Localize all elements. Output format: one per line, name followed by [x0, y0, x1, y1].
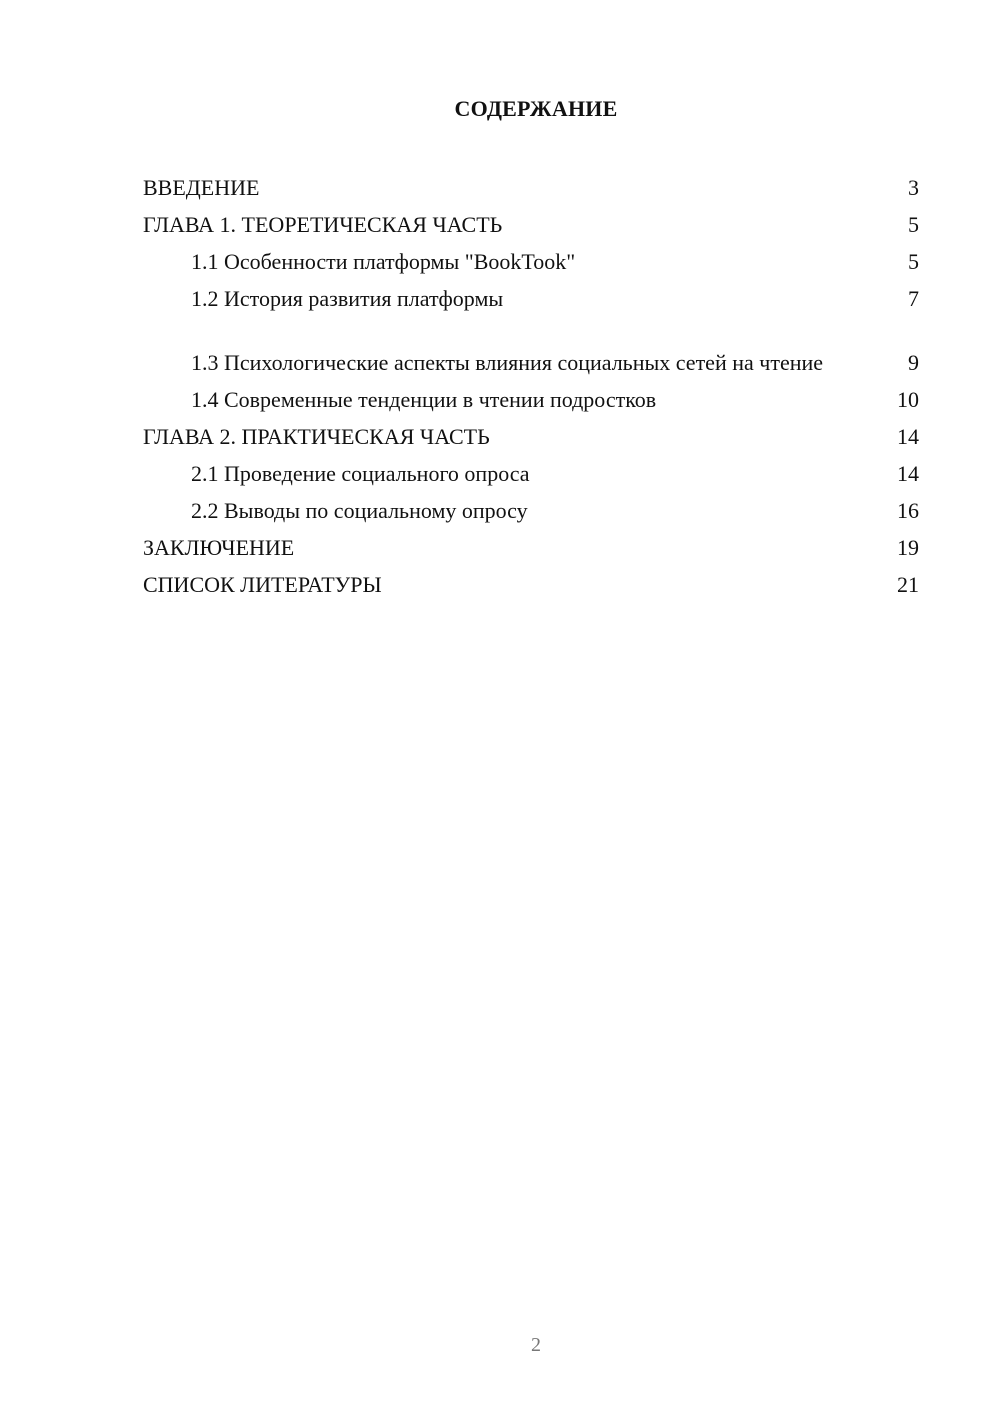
toc-entry-references[interactable]	[143, 565, 919, 602]
toc-entry-section-1-4[interactable]	[143, 380, 919, 417]
toc-entry-label: ГЛАВА 1. ТЕОРЕТИЧЕСКАЯ ЧАСТЬ	[143, 212, 503, 237]
toc-entry-label: 2.2 Выводы по социальному опросу	[191, 498, 528, 523]
toc-entry-page: 10	[897, 387, 919, 412]
toc-entry-introduction[interactable]	[143, 168, 919, 205]
toc-entry-label: 1.1 Особенности платформы "BookTook"	[191, 249, 576, 274]
toc-entry-page: 5	[908, 212, 919, 237]
toc-entry-label: ВВЕДЕНИЕ	[143, 175, 260, 200]
toc-entry-label: ГЛАВА 2. ПРАКТИЧЕСКАЯ ЧАСТЬ	[143, 424, 490, 449]
toc-entry-page: 14	[897, 461, 919, 486]
toc-entry-conclusion[interactable]	[143, 528, 919, 565]
toc-entry-chapter-2[interactable]	[143, 417, 919, 454]
toc-entry-page: 21	[897, 572, 919, 597]
toc-entry-section-2-2[interactable]	[143, 491, 919, 528]
toc-entry-page: 16	[897, 498, 919, 523]
toc-entry-section-1-2[interactable]	[143, 279, 919, 316]
toc-entry-section-2-1[interactable]	[143, 454, 919, 491]
toc-entry-label: 2.1 Проведение социального опроса	[191, 461, 530, 486]
toc-entry-label: СПИСОК ЛИТЕРАТУРЫ	[143, 572, 382, 597]
toc-entry-page: 3	[908, 175, 919, 200]
table-of-contents	[143, 168, 919, 602]
toc-entry-section-1-1[interactable]	[143, 242, 919, 279]
toc-entry-label: 1.4 Современные тенденции в чтении подростков	[191, 387, 657, 412]
toc-title: СОДЕРЖАНИЕ	[454, 96, 618, 121]
toc-entry-chapter-1[interactable]	[143, 205, 919, 242]
toc-entry-page: 14	[897, 424, 919, 449]
toc-entry-page: 19	[897, 535, 919, 560]
toc-entry-page: 9	[908, 350, 919, 375]
toc-entry-page: 5	[908, 249, 919, 274]
toc-entry-label: ЗАКЛЮЧЕНИЕ	[143, 535, 295, 560]
toc-entry-label: 1.2 История развития платформы	[191, 286, 504, 311]
toc-entry-page: 7	[908, 286, 919, 311]
toc-entry-label: 1.3 Психологические аспекты влияния социальных сетей на чтение	[191, 350, 824, 375]
toc-entry-section-1-3[interactable]	[143, 316, 919, 380]
page-number: 2	[531, 1334, 541, 1356]
